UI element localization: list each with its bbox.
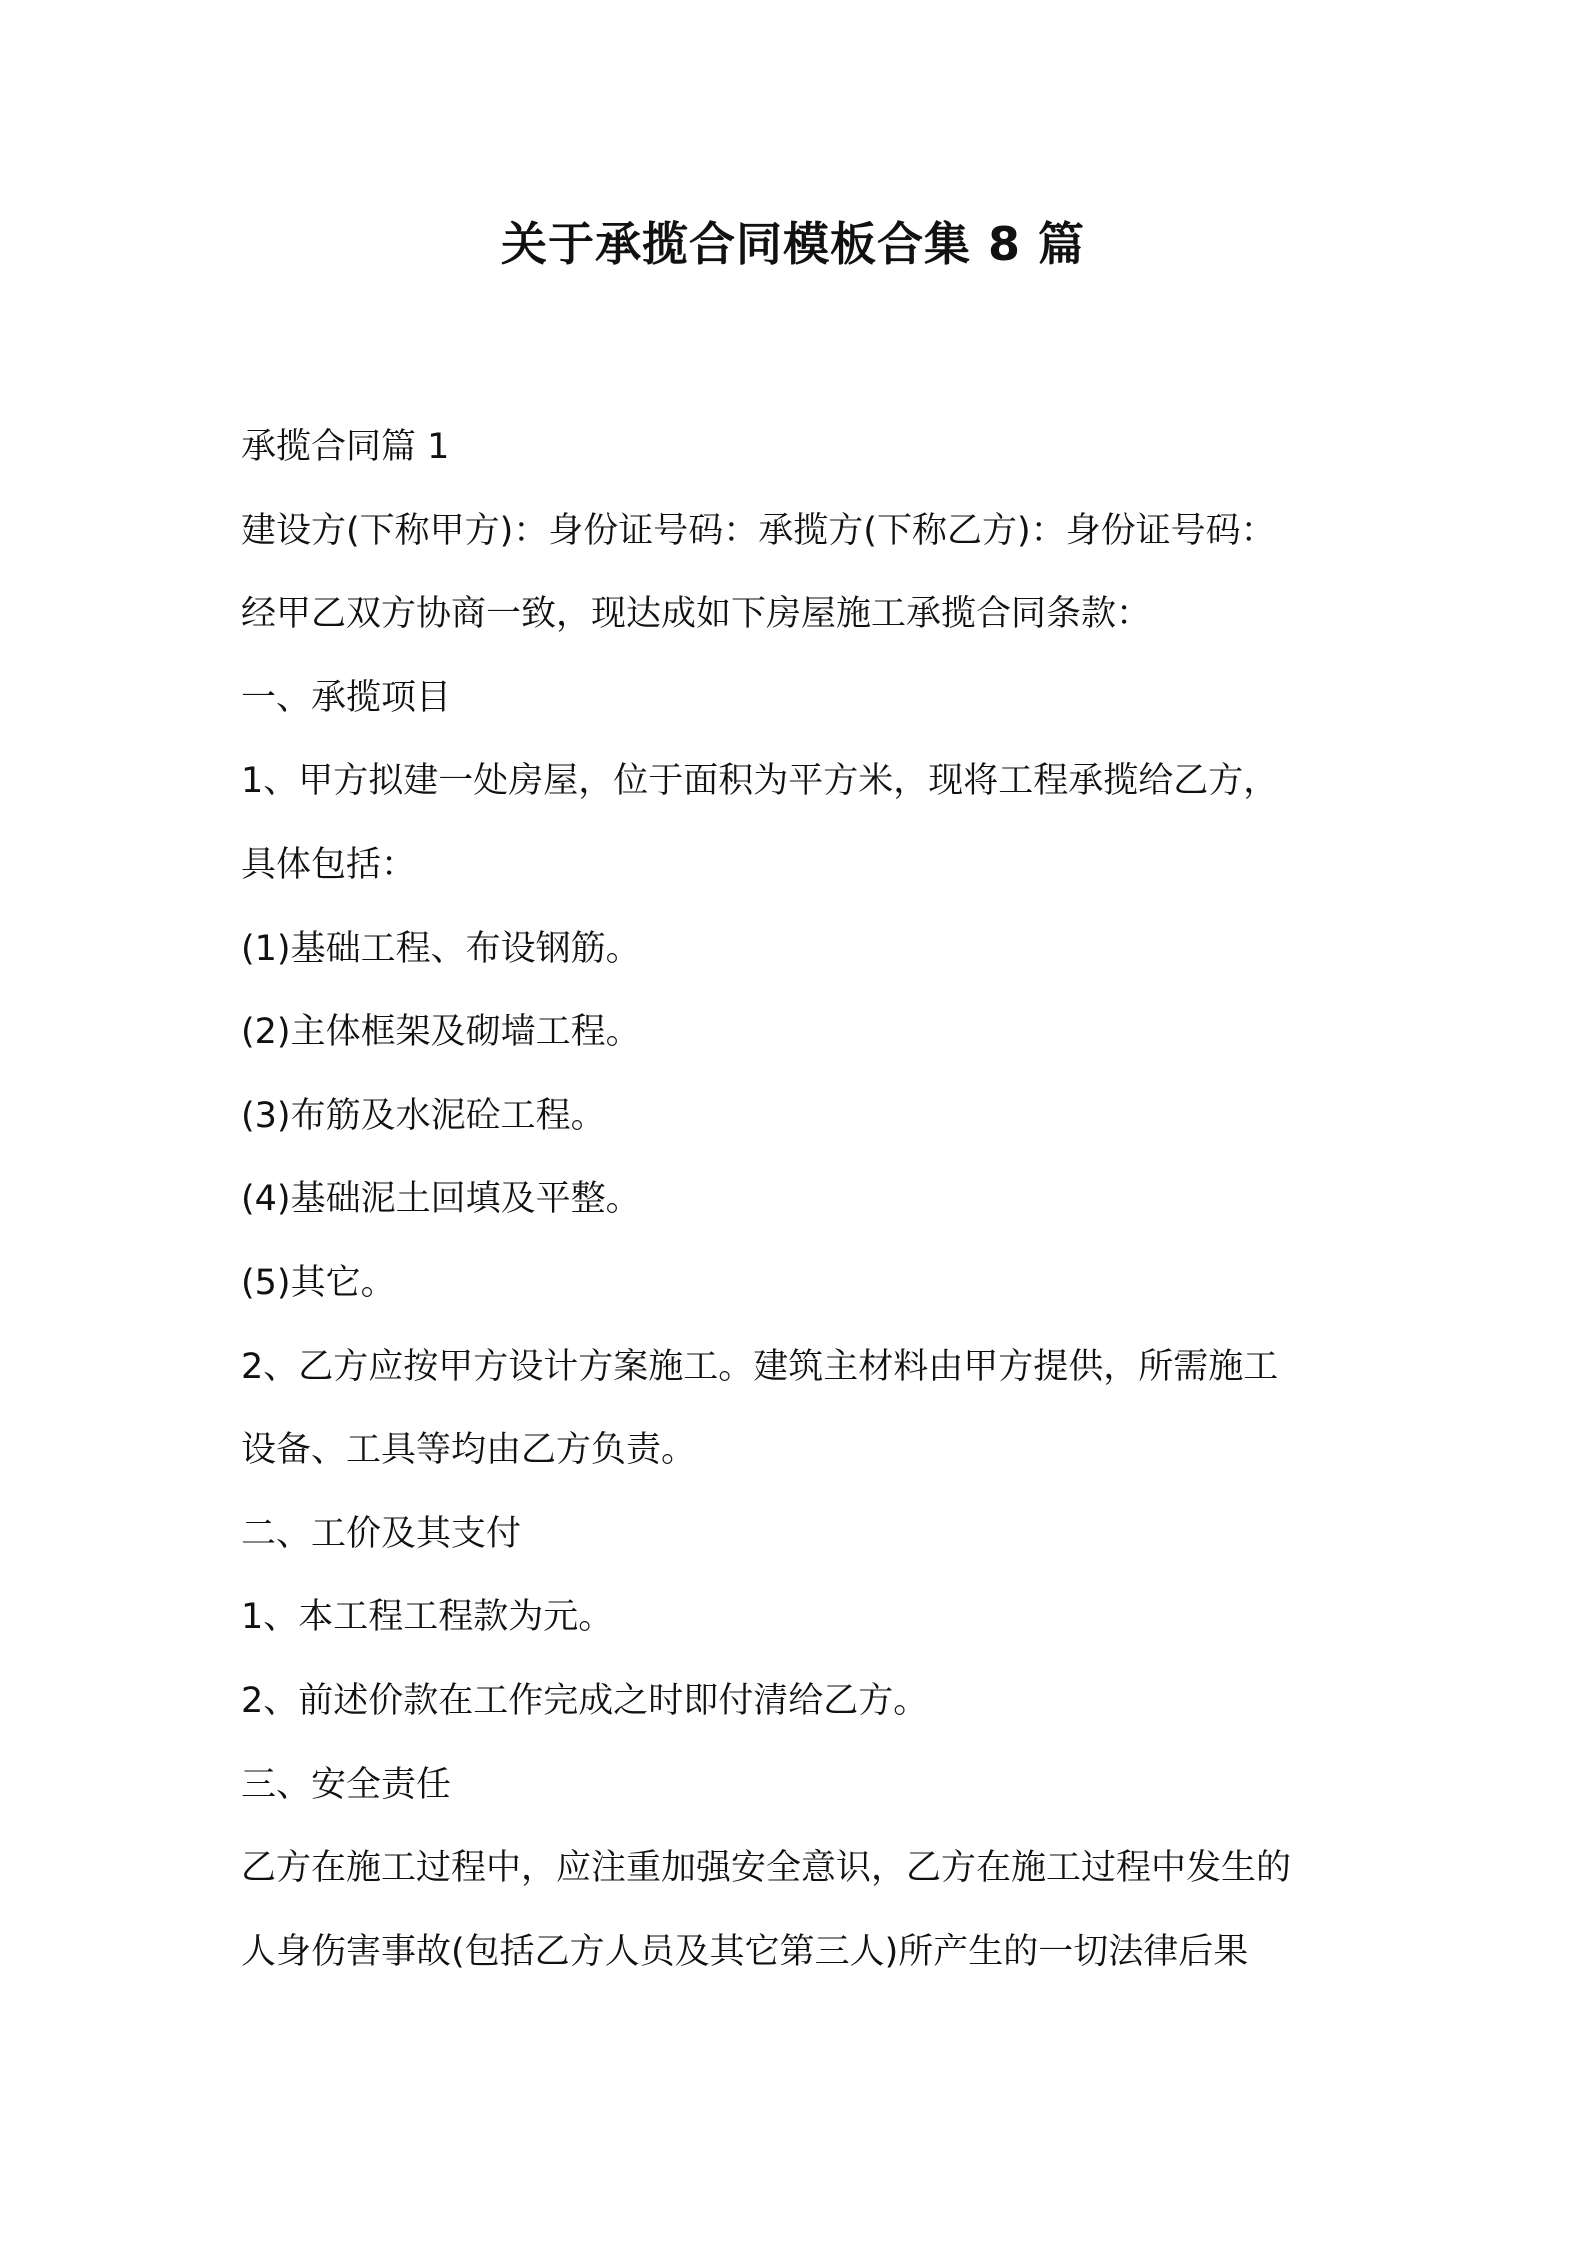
clause-text-line: 设备、工具等均由乙方负责。 — [241, 1430, 697, 1471]
clause-text-line: 1、本工程工程款为元。 — [241, 1597, 614, 1638]
clause-heading-project: 一、承揽项目 — [241, 677, 452, 718]
clause-text-line: 具体包括： — [241, 844, 417, 885]
clause-text-line: 2、乙方应按甲方设计方案施工。建筑主材料由甲方提供，所需施工 — [241, 1346, 1279, 1387]
list-item: (2)主体框架及砌墙工程。 — [241, 1012, 641, 1053]
list-item: (3)布筋及水泥砼工程。 — [241, 1095, 606, 1136]
clause-text-line: 乙方在施工过程中，应注重加强安全意识，乙方在施工过程中发生的 — [241, 1848, 1292, 1889]
list-item: (5)其它。 — [241, 1262, 396, 1303]
list-item: (1)基础工程、布设钢筋。 — [241, 928, 641, 969]
clause-text-line: 2、前述价款在工作完成之时即付清给乙方。 — [241, 1680, 929, 1721]
list-item: (4)基础泥土回填及平整。 — [241, 1179, 641, 1220]
document-title: 关于承揽合同模板合集 8 篇 — [500, 217, 1086, 271]
party-info-line: 建设方(下称甲方)：身份证号码：承揽方(下称乙方)：身份证号码： — [241, 510, 1276, 551]
section-heading-contract-1: 承揽合同篇 1 — [241, 427, 450, 467]
clause-heading-safety: 三、安全责任 — [241, 1764, 452, 1805]
document-body — [241, 406, 1371, 1994]
clause-text-line: 人身伤害事故(包括乙方人员及其它第三人)所产生的一切法律后果 — [241, 1931, 1249, 1972]
agreement-intro-line: 经甲乙双方协商一致，现达成如下房屋施工承揽合同条款： — [241, 594, 1152, 635]
clause-heading-payment: 二、工价及其支付 — [241, 1513, 522, 1554]
clause-text-line: 1、甲方拟建一处房屋，位于面积为平方米，现将工程承揽给乙方， — [241, 761, 1279, 802]
